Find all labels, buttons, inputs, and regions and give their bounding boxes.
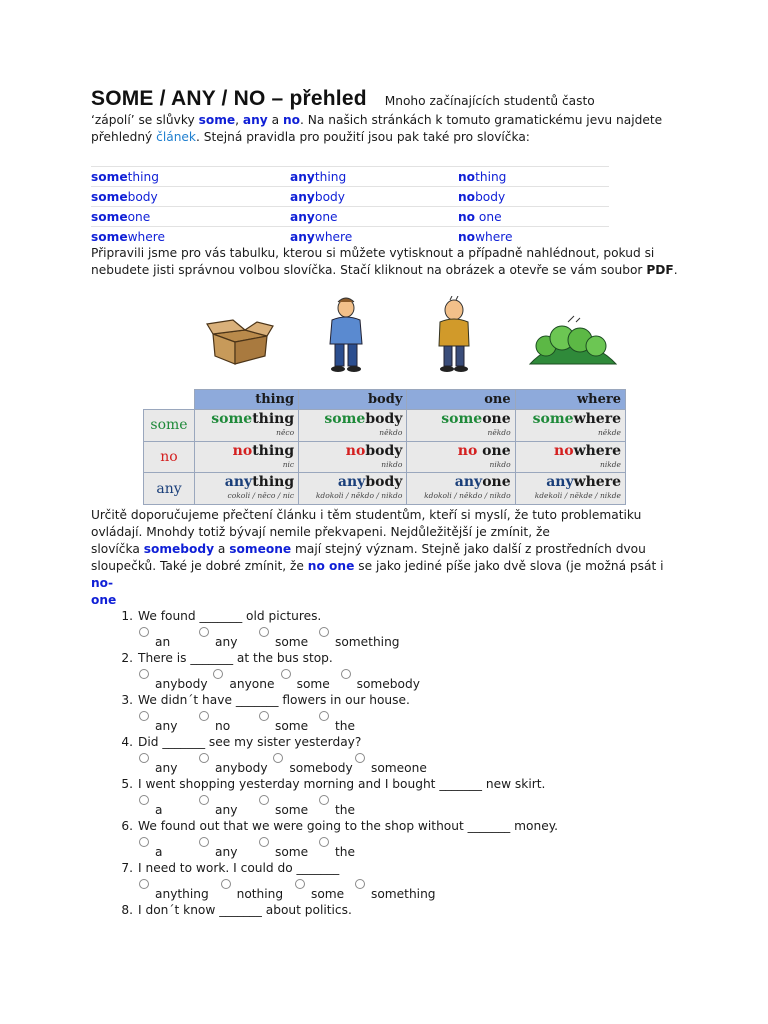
answer-label[interactable]: a: [155, 803, 163, 817]
grid-cell: [515, 441, 625, 473]
intro-text: Mnoho začínajících studentů často: [384, 94, 595, 108]
person-anybody-picture: [434, 296, 474, 374]
exercise-question: [113, 609, 713, 651]
article-link[interactable]: článek: [156, 130, 196, 144]
answer-label[interactable]: the: [335, 803, 356, 817]
answer-label[interactable]: somebody: [356, 677, 420, 691]
grid-cell: [407, 473, 515, 505]
grid-cell: [407, 410, 515, 442]
word-prefix: no: [458, 209, 476, 224]
grid-word-prefix: any: [337, 474, 366, 491]
answer-radio[interactable]: [259, 795, 269, 805]
grid-word-prefix: some: [532, 411, 574, 428]
pdf-label: PDF: [646, 263, 674, 277]
answer-label[interactable]: something: [335, 635, 400, 649]
grid-word-suffix: one: [477, 442, 511, 459]
grid-word-prefix: some: [324, 411, 366, 428]
grid-word-prefix: no: [457, 442, 478, 459]
word-suffix: one: [127, 209, 151, 224]
word-cell: [290, 167, 458, 187]
grid-cell: [195, 410, 299, 442]
answer-label[interactable]: the: [335, 719, 356, 733]
grid-cell: [195, 473, 299, 505]
grid-word-prefix: any: [546, 474, 574, 491]
answer-radio[interactable]: [259, 711, 269, 721]
answer-label[interactable]: some: [275, 635, 309, 649]
grid-translation: nikdo: [489, 459, 511, 469]
grid-header: where: [515, 390, 625, 410]
grid-word: [199, 473, 294, 491]
grid-cell: [407, 441, 515, 473]
word-prefix: no: [458, 169, 476, 184]
grid-translation: cokoli / něco / nic: [227, 491, 295, 501]
grid-word-prefix: any: [454, 474, 483, 491]
question-number: 1.: [121, 609, 133, 623]
question-text: We found out that we were going to the shop without _______ money.: [138, 819, 559, 833]
word-suffix: body: [127, 189, 158, 204]
word-prefix: no: [458, 229, 476, 244]
answer-radio[interactable]: [213, 669, 223, 679]
word-cell: [458, 227, 609, 247]
grid-cell: [299, 410, 407, 442]
answer-radio[interactable]: [199, 711, 209, 721]
grid-row: [144, 441, 626, 473]
grid-word-prefix: some: [211, 411, 253, 428]
exercise-question: [113, 777, 713, 819]
grid-word-suffix: thing: [252, 474, 295, 491]
word-cell: [290, 187, 458, 207]
grid-word-suffix: where: [573, 442, 621, 459]
grid-word: [520, 442, 621, 460]
word-prefix: any: [290, 189, 315, 204]
grid-translation: někdo: [487, 428, 511, 438]
exercise-question: [113, 651, 713, 693]
grid-row-label: any: [144, 473, 195, 505]
grid-word-suffix: where: [573, 411, 621, 428]
answer-radio[interactable]: [139, 711, 149, 721]
grid-word: [199, 442, 294, 460]
grid-cell: [299, 473, 407, 505]
question-number: 3.: [121, 693, 133, 707]
answer-radio[interactable]: [259, 837, 269, 847]
grid-translation: někde: [597, 428, 621, 438]
question-text: I don´t know _______ about politics.: [138, 903, 352, 917]
grid-row-label: some: [144, 410, 195, 442]
word-suffix: one: [475, 209, 502, 224]
question-text: I went shopping yesterday morning and I bought _______ new skirt.: [138, 777, 546, 791]
word-cell: [91, 187, 290, 207]
answer-radio[interactable]: [199, 627, 209, 637]
grid-header: body: [299, 390, 407, 410]
word-prefix: some: [91, 229, 128, 244]
answer-radio[interactable]: [199, 795, 209, 805]
word-cell: [458, 187, 609, 207]
word-cell: [91, 207, 290, 227]
grid-word-suffix: where: [573, 474, 621, 491]
grid-translation: nic: [282, 459, 295, 469]
answer-radio[interactable]: [139, 669, 149, 679]
grid-cell: [515, 473, 625, 505]
answer-radio[interactable]: [295, 879, 305, 889]
word-suffix: body: [314, 189, 346, 204]
answer-radio[interactable]: [221, 879, 231, 889]
grid-row-label: no: [144, 441, 195, 473]
answer-label[interactable]: the: [335, 845, 356, 859]
question-number: 6.: [121, 819, 133, 833]
answer-label[interactable]: anything: [155, 887, 209, 901]
page-title: SOME / ANY / NO – přehled: [91, 87, 367, 110]
bushes-picture: [528, 314, 618, 368]
grid-word: [411, 410, 510, 428]
answer-label[interactable]: any: [155, 719, 178, 733]
word-prefix: some: [91, 169, 128, 184]
word-suffix: thing: [475, 169, 507, 184]
keyword-someone: someone: [229, 542, 292, 556]
answer-label[interactable]: someone: [371, 761, 427, 775]
answer-radio[interactable]: [319, 837, 329, 847]
grid-word-suffix: body: [365, 411, 403, 428]
answer-label[interactable]: any: [215, 845, 238, 859]
word-prefix: some: [91, 209, 128, 224]
answer-label[interactable]: some: [275, 845, 309, 859]
grid-cell: [299, 441, 407, 473]
exercise-question: [113, 903, 713, 921]
answer-label[interactable]: some: [275, 803, 309, 817]
grid-word-suffix: body: [365, 474, 403, 491]
print-table-paragraph: Připravili jsme pro vás tabulku, kterou si můžete vytisknout a případně nahlédnout, pokud si nebudete jisti správnou volbou slovíčka. Stačí kliknout na obrázek a otevře se vám soubor PDF.: [91, 246, 678, 277]
answer-radio[interactable]: [319, 627, 329, 637]
word-prefix: some: [91, 189, 128, 204]
grid-translation: něco: [276, 428, 295, 438]
grid-row: [144, 410, 626, 442]
word-overview-table: [91, 166, 609, 246]
word-table-row: [91, 167, 609, 187]
grid-word-prefix: no: [345, 442, 366, 459]
word-table-row: [91, 187, 609, 207]
grid-word: [520, 410, 621, 428]
question-number: 4.: [121, 735, 133, 749]
advice-paragraph: Určitě doporučujeme přečtení článku i těm studentům, kteří si myslí, že tuto problematiku ovládají. Mnohdy totiž bývají nemile překvapeni. Nejdůležitější je zmínit, že slovíčka somebody a someone mají stejný význam. Stejně jako další z prostředních dvou sloupečků. Také je dobré zmínit, že no one se jako jediné píše jako dvě slova (je možná psát i no- one: [91, 508, 664, 607]
question-number: 5.: [121, 777, 133, 791]
answer-radio[interactable]: [281, 669, 291, 679]
exercise-question: [113, 693, 713, 735]
answer-label[interactable]: some: [296, 677, 330, 691]
grid-word: [411, 473, 510, 491]
word-prefix: any: [290, 229, 315, 244]
question-text: We found _______ old pictures.: [138, 609, 322, 623]
answer-radio[interactable]: [199, 837, 209, 847]
word-prefix: any: [290, 209, 315, 224]
answer-label[interactable]: anybody: [215, 761, 268, 775]
grid-cell: [195, 441, 299, 473]
answer-label[interactable]: some: [275, 719, 309, 733]
answer-radio[interactable]: [139, 837, 149, 847]
grid-word: [303, 442, 402, 460]
answer-radio[interactable]: [273, 753, 283, 763]
keyword-no-one: no one: [307, 559, 355, 573]
grid-word-suffix: body: [365, 442, 403, 459]
grid-word: [411, 442, 510, 460]
word-suffix: where: [127, 229, 166, 244]
word-cell: [290, 207, 458, 227]
question-number: 7.: [121, 861, 133, 875]
word-table-row: [91, 207, 609, 227]
grid-cell: [515, 410, 625, 442]
word-suffix: thing: [314, 169, 347, 184]
grid-word-prefix: any: [224, 474, 253, 491]
exercise-question: [113, 819, 713, 861]
keyword-any: any: [242, 113, 268, 127]
word-suffix: thing: [127, 169, 159, 184]
answer-label[interactable]: some: [311, 887, 345, 901]
answer-radio[interactable]: [355, 753, 365, 763]
grid-row: [144, 473, 626, 505]
word-cell: [91, 227, 290, 247]
answer-label[interactable]: somebody: [289, 761, 353, 775]
answer-radio[interactable]: [199, 753, 209, 763]
answer-radio[interactable]: [355, 879, 365, 889]
answer-radio[interactable]: [139, 879, 149, 889]
question-text: There is _______ at the bus stop.: [138, 651, 333, 665]
word-suffix: one: [314, 209, 338, 224]
grid-header: one: [407, 390, 515, 410]
some-any-no-grid[interactable]: [143, 389, 626, 505]
word-prefix: no: [458, 189, 476, 204]
answer-label[interactable]: something: [371, 887, 436, 901]
word-prefix: any: [290, 169, 315, 184]
answer-radio[interactable]: [139, 795, 149, 805]
answer-label[interactable]: anybody: [155, 677, 208, 691]
intro-block: SOME / ANY / NO – přehled Mnoho začínajících studentů často ‘zápolí’ se slůvky some, any a no. Na našich stránkách k tomuto gramatickému jevu najdete přehledný článek. Stejná pravidla pro použití jsou pak také pro slovíčka:: [91, 87, 663, 144]
keyword-somebody: somebody: [143, 542, 215, 556]
grid-word-suffix: one: [482, 474, 511, 491]
answer-label[interactable]: any: [155, 761, 178, 775]
answer-radio[interactable]: [139, 627, 149, 637]
keyword-no-dash: no-: [91, 576, 114, 590]
answer-label[interactable]: a: [155, 845, 163, 859]
grid-word-suffix: thing: [252, 442, 295, 459]
question-text: Did _______ see my sister yesterday?: [138, 735, 362, 749]
answer-radio[interactable]: [259, 627, 269, 637]
grid-word-prefix: no: [232, 442, 253, 459]
word-suffix: body: [475, 189, 506, 204]
person-somebody-picture: [326, 296, 366, 374]
question-text: I need to work. I could do _______: [138, 861, 340, 875]
grid-translation: někdo: [379, 428, 403, 438]
answer-label[interactable]: any: [215, 803, 238, 817]
keyword-some: some: [198, 113, 236, 127]
grid-word: [520, 473, 621, 491]
question-text: We didn´t have _______ flowers in our house.: [138, 693, 410, 707]
grid-word: [303, 473, 402, 491]
answer-radio[interactable]: [319, 795, 329, 805]
exercise-question: [113, 735, 713, 777]
grid-word-suffix: thing: [252, 411, 295, 428]
grid-word: [303, 410, 402, 428]
answer-radio[interactable]: [341, 669, 351, 679]
grid-word-prefix: no: [554, 442, 574, 459]
answer-label[interactable]: anyone: [229, 677, 275, 691]
grid-translation: nikdo: [381, 459, 403, 469]
grid-word-prefix: some: [441, 411, 483, 428]
word-cell: [458, 207, 609, 227]
exercise-list: [113, 609, 713, 921]
box-picture: [205, 316, 275, 366]
word-suffix: where: [475, 229, 513, 244]
question-number: 8.: [121, 903, 133, 917]
question-number: 2.: [121, 651, 133, 665]
word-cell: [91, 167, 290, 187]
word-suffix: where: [314, 229, 353, 244]
grid-header: thing: [195, 390, 299, 410]
grid-translation: kdokoli / někdo / nikdo: [315, 491, 403, 501]
word-cell: [290, 227, 458, 247]
grid-translation: kdekoli / někde / nikde: [534, 491, 621, 501]
answer-label[interactable]: no: [215, 719, 231, 733]
grid-translation: kdokoli / někdo / nikdo: [424, 491, 511, 501]
answer-label[interactable]: any: [215, 635, 238, 649]
answer-label[interactable]: an: [155, 635, 171, 649]
answer-label[interactable]: nothing: [236, 887, 284, 901]
word-table-row: [91, 227, 609, 247]
keyword-no: no: [282, 113, 301, 127]
word-cell: [458, 167, 609, 187]
answer-radio[interactable]: [319, 711, 329, 721]
grid-word: [199, 410, 294, 428]
answer-radio[interactable]: [139, 753, 149, 763]
grid-translation: nikde: [599, 459, 621, 469]
grid-word-suffix: one: [482, 411, 511, 428]
exercise-question: [113, 861, 713, 903]
